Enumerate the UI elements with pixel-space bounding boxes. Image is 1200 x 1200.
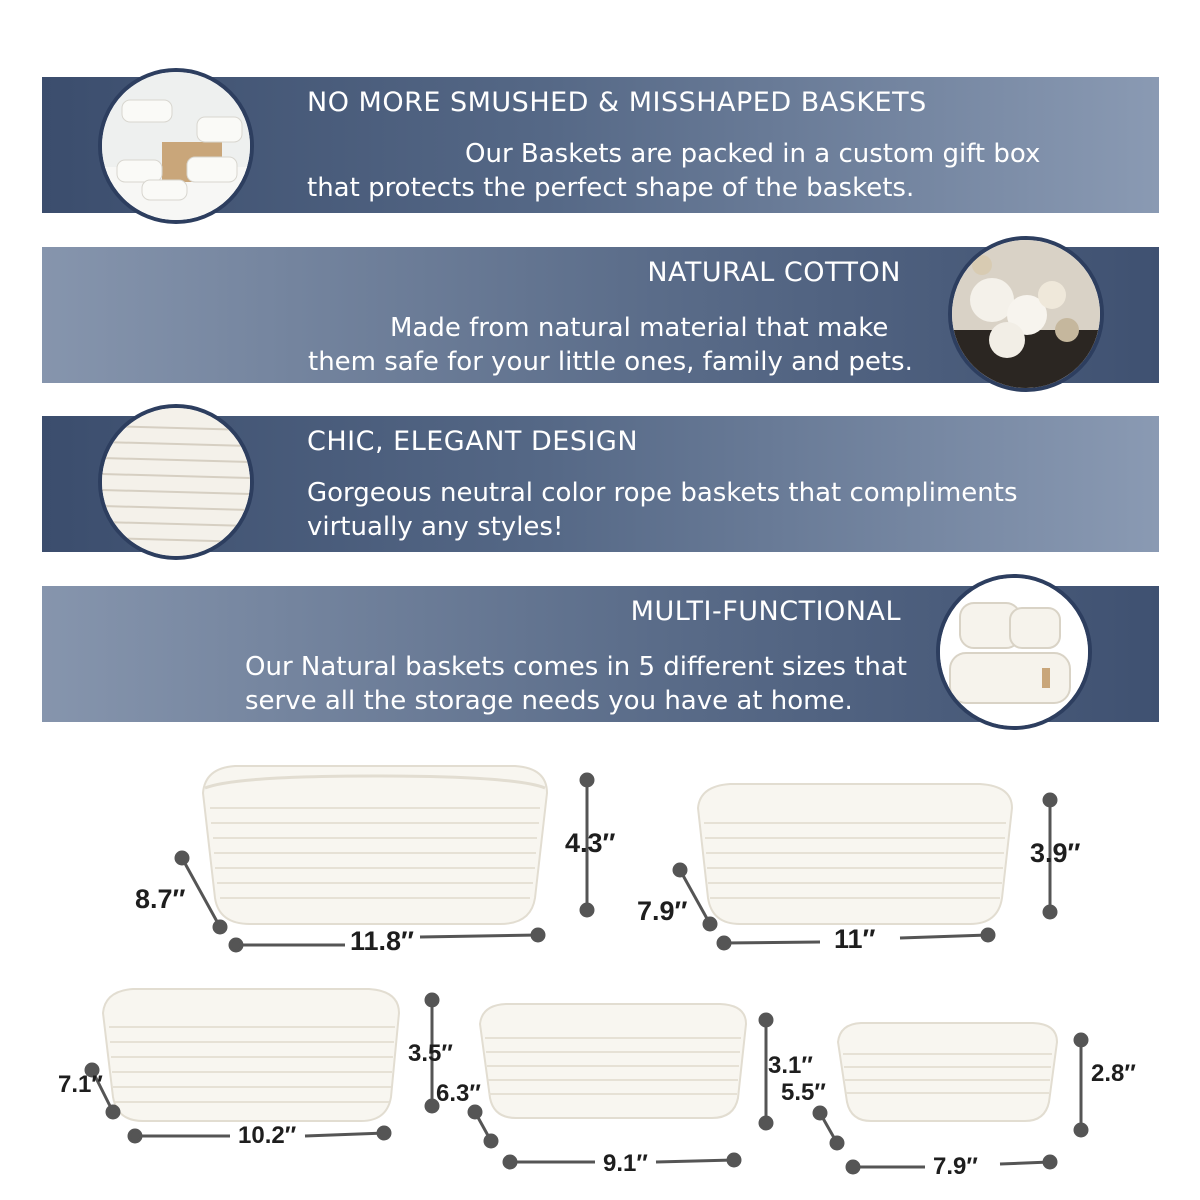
basket-5-height-label: 2.8″ [1091, 1060, 1136, 1087]
feature-description-line: virtually any styles! [307, 512, 564, 542]
feature-description-line: Our Natural baskets comes in 5 different sizes that [245, 652, 907, 682]
feature-description-line: Made from natural material that make [390, 313, 889, 343]
basket-3-height-label: 3.5″ [408, 1040, 453, 1067]
basket-4-width-label: 9.1″ [603, 1150, 648, 1177]
feature-description-line: that protects the perfect shape of the baskets. [307, 173, 915, 203]
basket-2-height-label: 3.9″ [1030, 838, 1081, 868]
basket-2-depth-label: 7.9″ [637, 896, 688, 926]
feature-description-line: them safe for your little ones, family and pets. [308, 347, 913, 377]
feature-heading: CHIC, ELEGANT DESIGN [307, 426, 639, 457]
feature-description-line: Our Baskets are packed in a custom gift box [465, 139, 1041, 169]
basket-4-height-label: 3.1″ [768, 1052, 813, 1079]
basket-5-width-label: 7.9″ [933, 1153, 978, 1180]
basket-1-depth-label: 8.7″ [135, 884, 186, 914]
basket-5-depth-label: 5.5″ [781, 1079, 826, 1106]
basket-3-depth-label: 7.1″ [58, 1071, 103, 1098]
basket-1-width-label: 11.8″ [350, 926, 414, 956]
feature-description-line: Gorgeous neutral color rope baskets that compliments [307, 478, 1018, 508]
feature-heading: MULTI-FUNCTIONAL [630, 596, 901, 627]
feature-heading: NO MORE SMUSHED & MISSHAPED BASKETS [307, 87, 927, 118]
feature-description-line: serve all the storage needs you have at home. [245, 686, 853, 716]
basket-2-width-label: 11″ [834, 924, 876, 954]
feature-heading: NATURAL COTTON [647, 257, 901, 288]
basket-3-width-label: 10.2″ [238, 1122, 297, 1149]
basket-4-depth-label: 6.3″ [436, 1080, 481, 1107]
basket-1-height-label: 4.3″ [565, 828, 616, 858]
